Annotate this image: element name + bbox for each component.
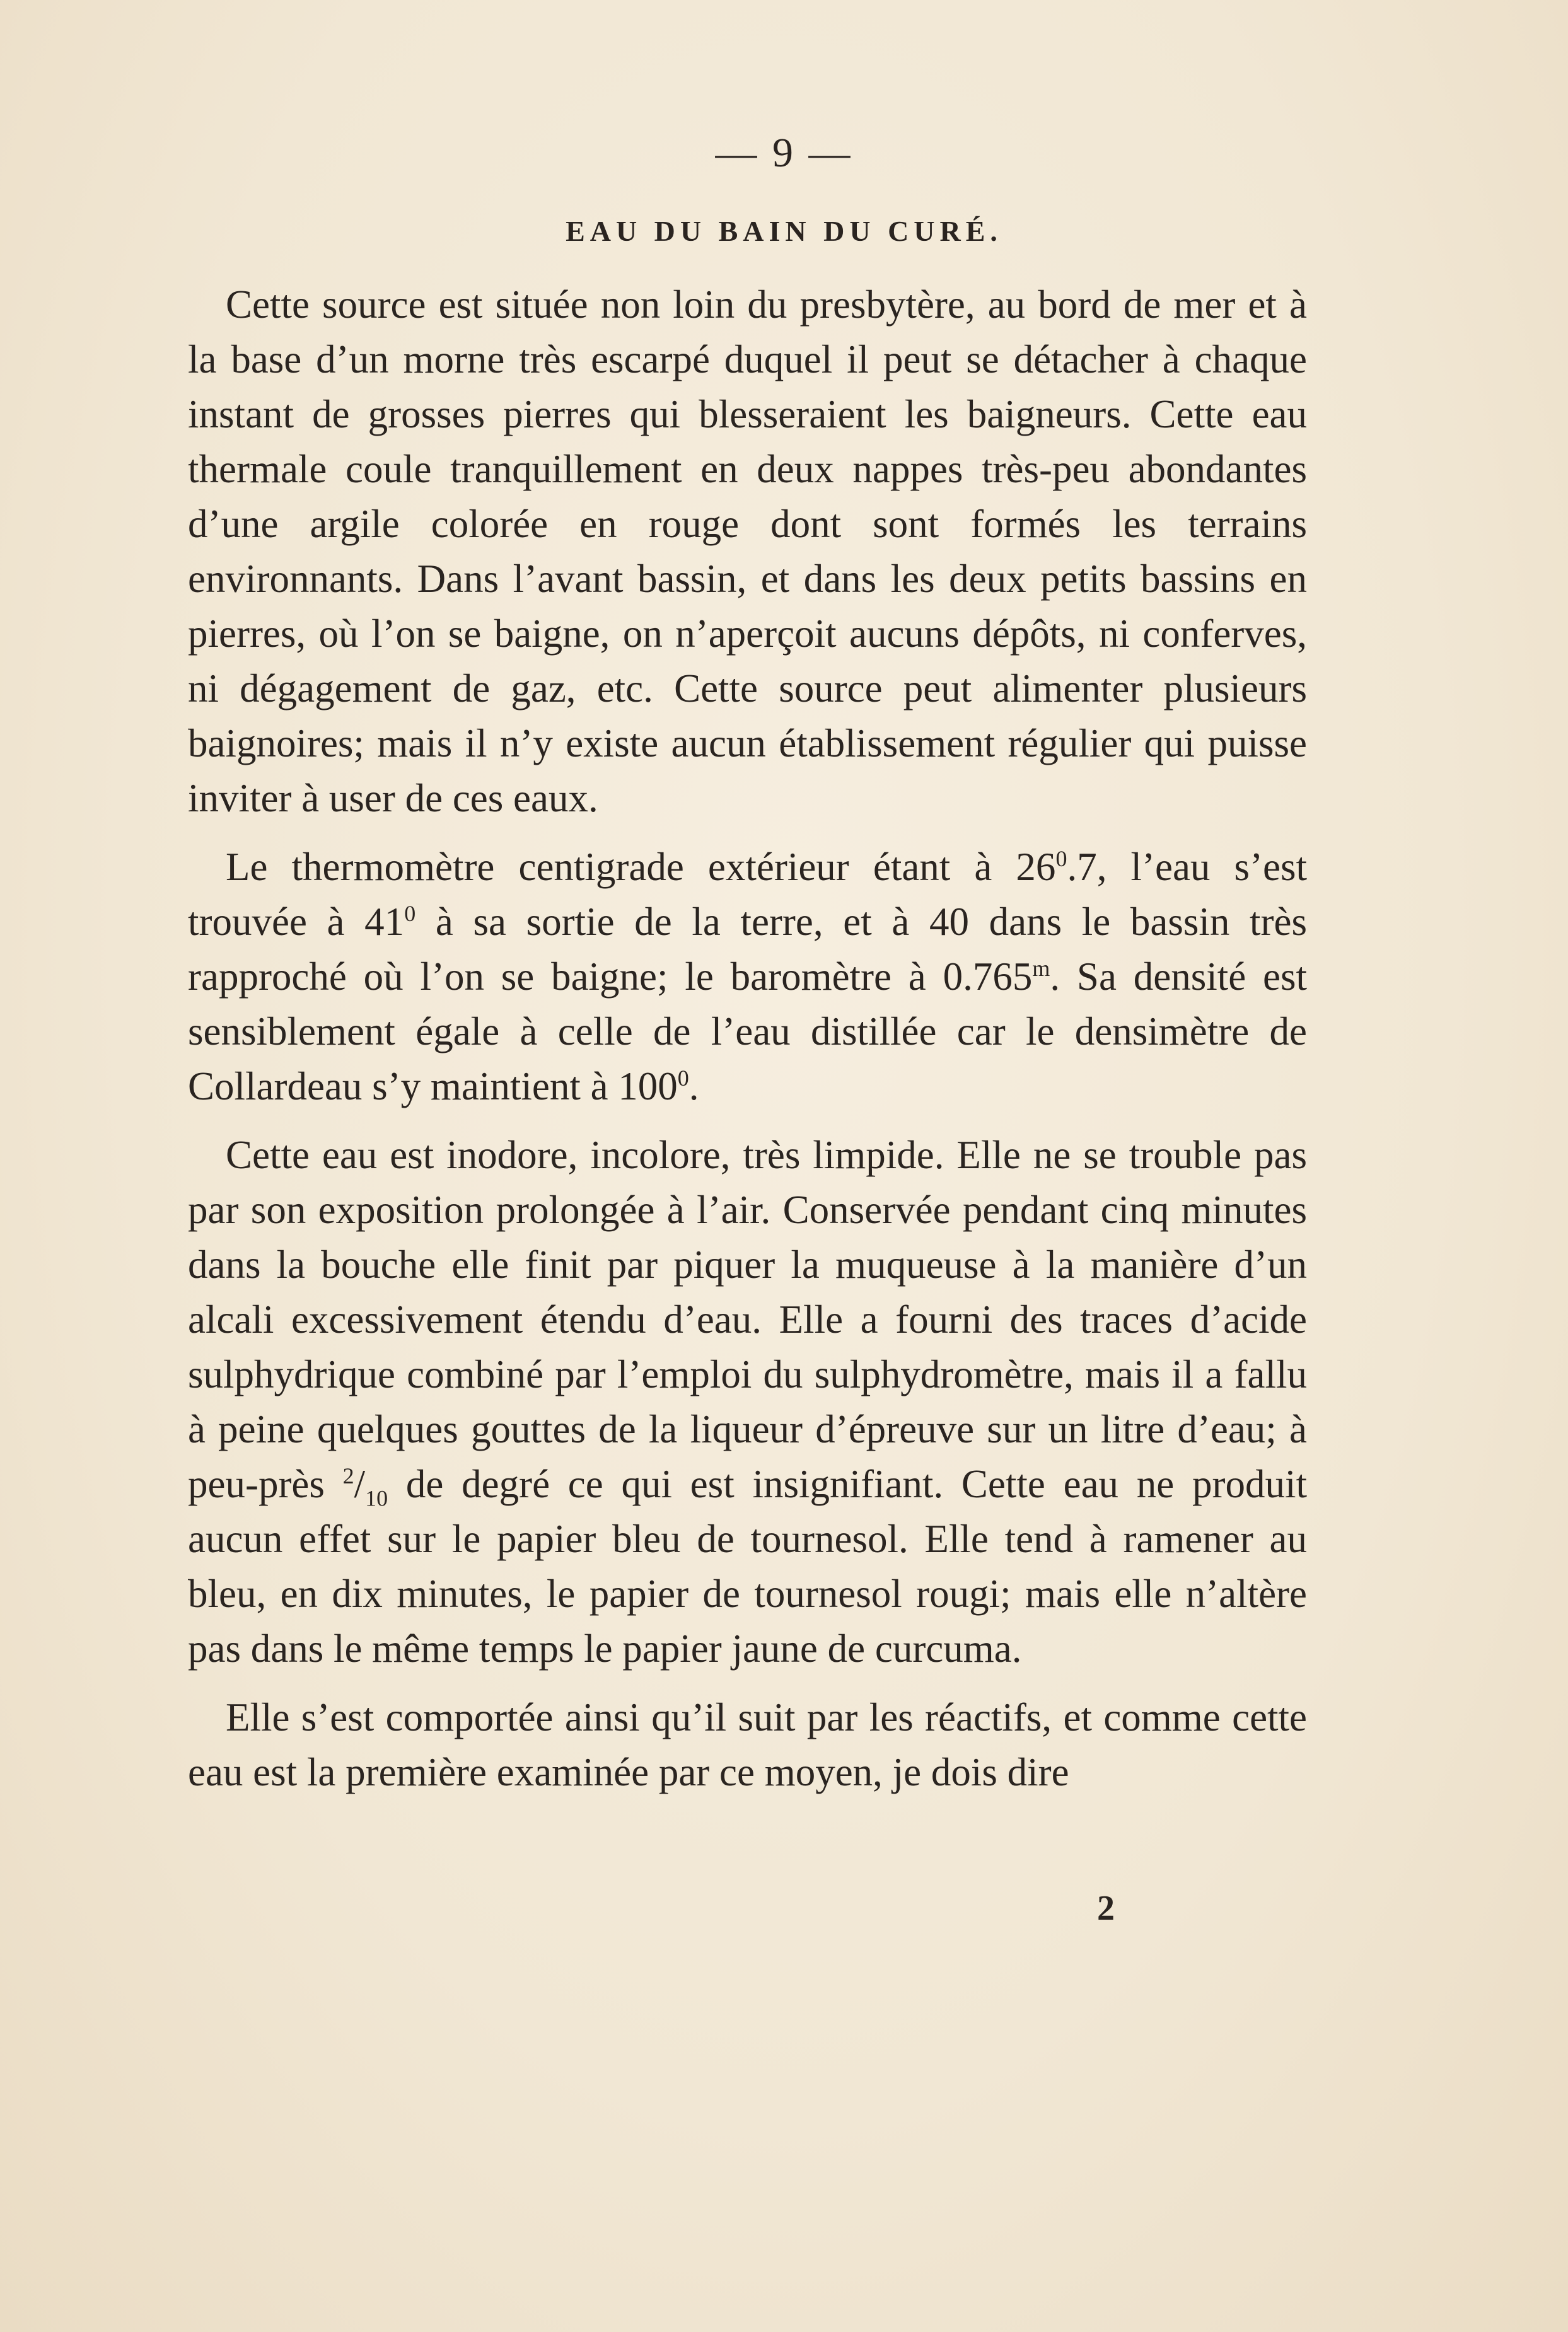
fraction-denominator: 10	[365, 1485, 388, 1511]
paragraph-3-text-b: de degré ce qui est insignifiant. Cette eau ne produit aucun effet sur le papier bleu de tournesol. Elle tend à ramener au bleu, en dix minutes, le papier de tournesol rougi; mais elle n’altère pas dans le même temps le papier jaune de curcuma.	[188, 1462, 1307, 1671]
section-title: EAU DU BAIN DU CURÉ.	[566, 215, 1002, 247]
signature-mark: 2	[1097, 1889, 1115, 1928]
fraction-numerator: 2	[342, 1463, 354, 1488]
meter-mark: m	[1032, 956, 1050, 981]
paragraph-1: Cette source est située non loin du presbytère, au bord de mer et à la base d’un morne très escarpé duquel il peut se détacher à chaque instant de grosses pierres qui blesseraient les baigneurs. Cette eau thermale coule tranquillement en deux nappes très-peu abondantes d’une argile colorée en rouge dont sont formés les terrains environnants. Dans l’avant bassin, et dans les deux petits bassins en pierres, où l’on se baigne, on n’aperçoit aucuns dépôts, ni conferves, ni dégagement de gaz, etc. Cette source peut alimenter plusieurs baignoires; mais il n’y existe aucun établissement régulier qui puisse inviter à user de ces eaux.	[188, 282, 1307, 820]
paragraph-3: Cette eau est inodore, incolore, très limpide. Elle ne se trouble pas par son exposition prolongée à l’air. Conservée pendant cinq minutes dans la bouche elle finit par piquer la muqueuse à la manière d’un alcali excessivement étendu d’eau. Elle a fourni des traces d’acide sulphydrique combiné par l’emploi du sulphydromètre, mais il a fallu à peine quelques gouttes de la liqueur d’épreuve sur un litre d’eau; à peu-près $^2/_{10}$ de degré ce qui est insignifiant. Cette eau ne produit aucun effet sur le papier bleu de tournesol. Elle tend à ramener au bleu, en dix minutes, le papier de tournesol rougi; mais elle n’altère pas dans le même temps le papier jaune de curcuma.	[188, 1133, 1307, 1671]
paragraph-2-text-d: . Sa densité est sensiblement égale à celle de l’eau distillée car le densimètre de Collardeau s’y maintient à 100	[188, 954, 1307, 1108]
degree-mark: 0	[404, 901, 416, 926]
paragraph-2-text-b: .7, l’eau s’est trouvée à 41	[188, 845, 1308, 944]
body-text	[188, 277, 1307, 1814]
degree-mark: 0	[1055, 846, 1067, 871]
page-number: — 9 —	[715, 130, 853, 176]
paragraph-2	[188, 840, 1307, 1114]
degree-mark: 0	[677, 1065, 689, 1091]
paragraph-3-text-a: Cette eau est inodore, incolore, très limpide. Elle ne se trouble pas par son exposition prolongée à l’air. Conservée pendant cinq minutes dans la bouche elle finit par piquer la muqueuse à la manière d’un alcali excessivement étendu d’eau. Elle a fourni des traces d’acide sulphydrique combiné par l’emploi du sulphydromètre, mais il a fallu à peine quelques gouttes de la liqueur d’épreuve sur un litre d’eau; à peu-près	[188, 1133, 1307, 1506]
paragraph-4: Elle s’est comportée ainsi qu’il suit par les réactifs, et comme cette eau est la première examinée par ce moyen, je dois dire	[188, 1695, 1307, 1794]
paragraph-2-text-a: Le thermomètre centigrade extérieur étant à 26	[226, 845, 1056, 889]
paragraph-2-text-e: .	[688, 1064, 699, 1108]
paragraph-2-text-c: à sa sortie de la terre, et à 40 dans le bassin très rapproché où l’on se baigne; le baromètre à 0.765	[188, 900, 1308, 999]
